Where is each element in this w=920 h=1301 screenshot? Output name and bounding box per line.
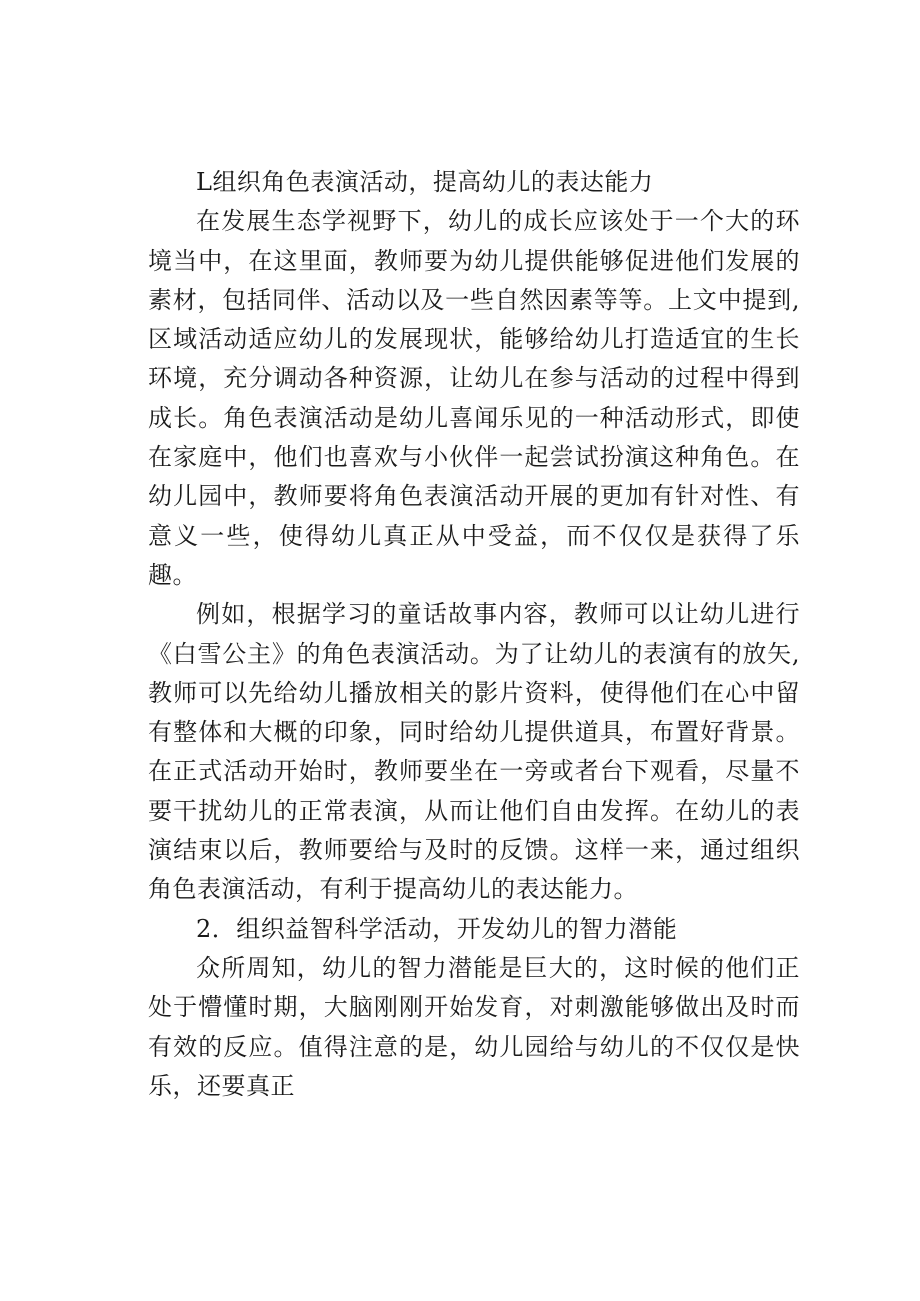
section-1-paragraph-2: 例如，根据学习的童话故事内容，教师可以让幼儿进行《白雪公主》的角色表演活动。为了让幼儿的表演有的放矢,教师可以先给幼儿播放相关的影片资料，使得他们在心中留有整体和大概的印象，同时给幼儿提供道具，布置好背景。在正式活动开始时，教师要坐在一旁或者台下观看，尽量不要干扰幼儿的正常表演，从而让他们自由发挥。在幼儿的表演结束以后，教师要给与及时的反馈。这样一来，通过组织角色表演活动，有利于提高幼儿的表达能力。 <box>148 600 800 904</box>
section-1-paragraph-1: 在发展生态学视野下，幼儿的成长应该处于一个大的环境当中，在这里面，教师要为幼儿提供能够促进他们发展的素材，包括同伴、活动以及一些自然因素等等。上文中提到,区域活动适应幼儿的发展现状，能够给幼儿打造适宜的生长环境，充分调动各种资源，让幼儿在参与活动的过程中得到成长。角色表演活动是幼儿喜闻乐见的一种活动形式，即使在家庭中，他们也喜欢与小伙伴一起尝试扮演这种角色。在幼儿园中，教师要将角色表演活动开展的更加有针对性、有意义一些，使得幼儿真正从中受益，而不仅仅是获得了乐趣。 <box>148 207 800 589</box>
section-2-paragraph-1: 众所周知，幼儿的智力潜能是巨大的，这时候的他们正处于懵懂时期，大脑刚刚开始发育，对刺激能够做出及时而有效的反应。值得注意的是，幼儿园给与幼儿的不仅仅是快乐，还要真正 <box>148 953 800 1100</box>
section-2-heading: 2．组织益智科学活动，开发幼儿的智力潜能 <box>196 914 678 943</box>
section-1-heading: L组织角色表演活动，提高幼儿的表达能力 <box>196 168 654 196</box>
document-body <box>148 163 800 1106</box>
